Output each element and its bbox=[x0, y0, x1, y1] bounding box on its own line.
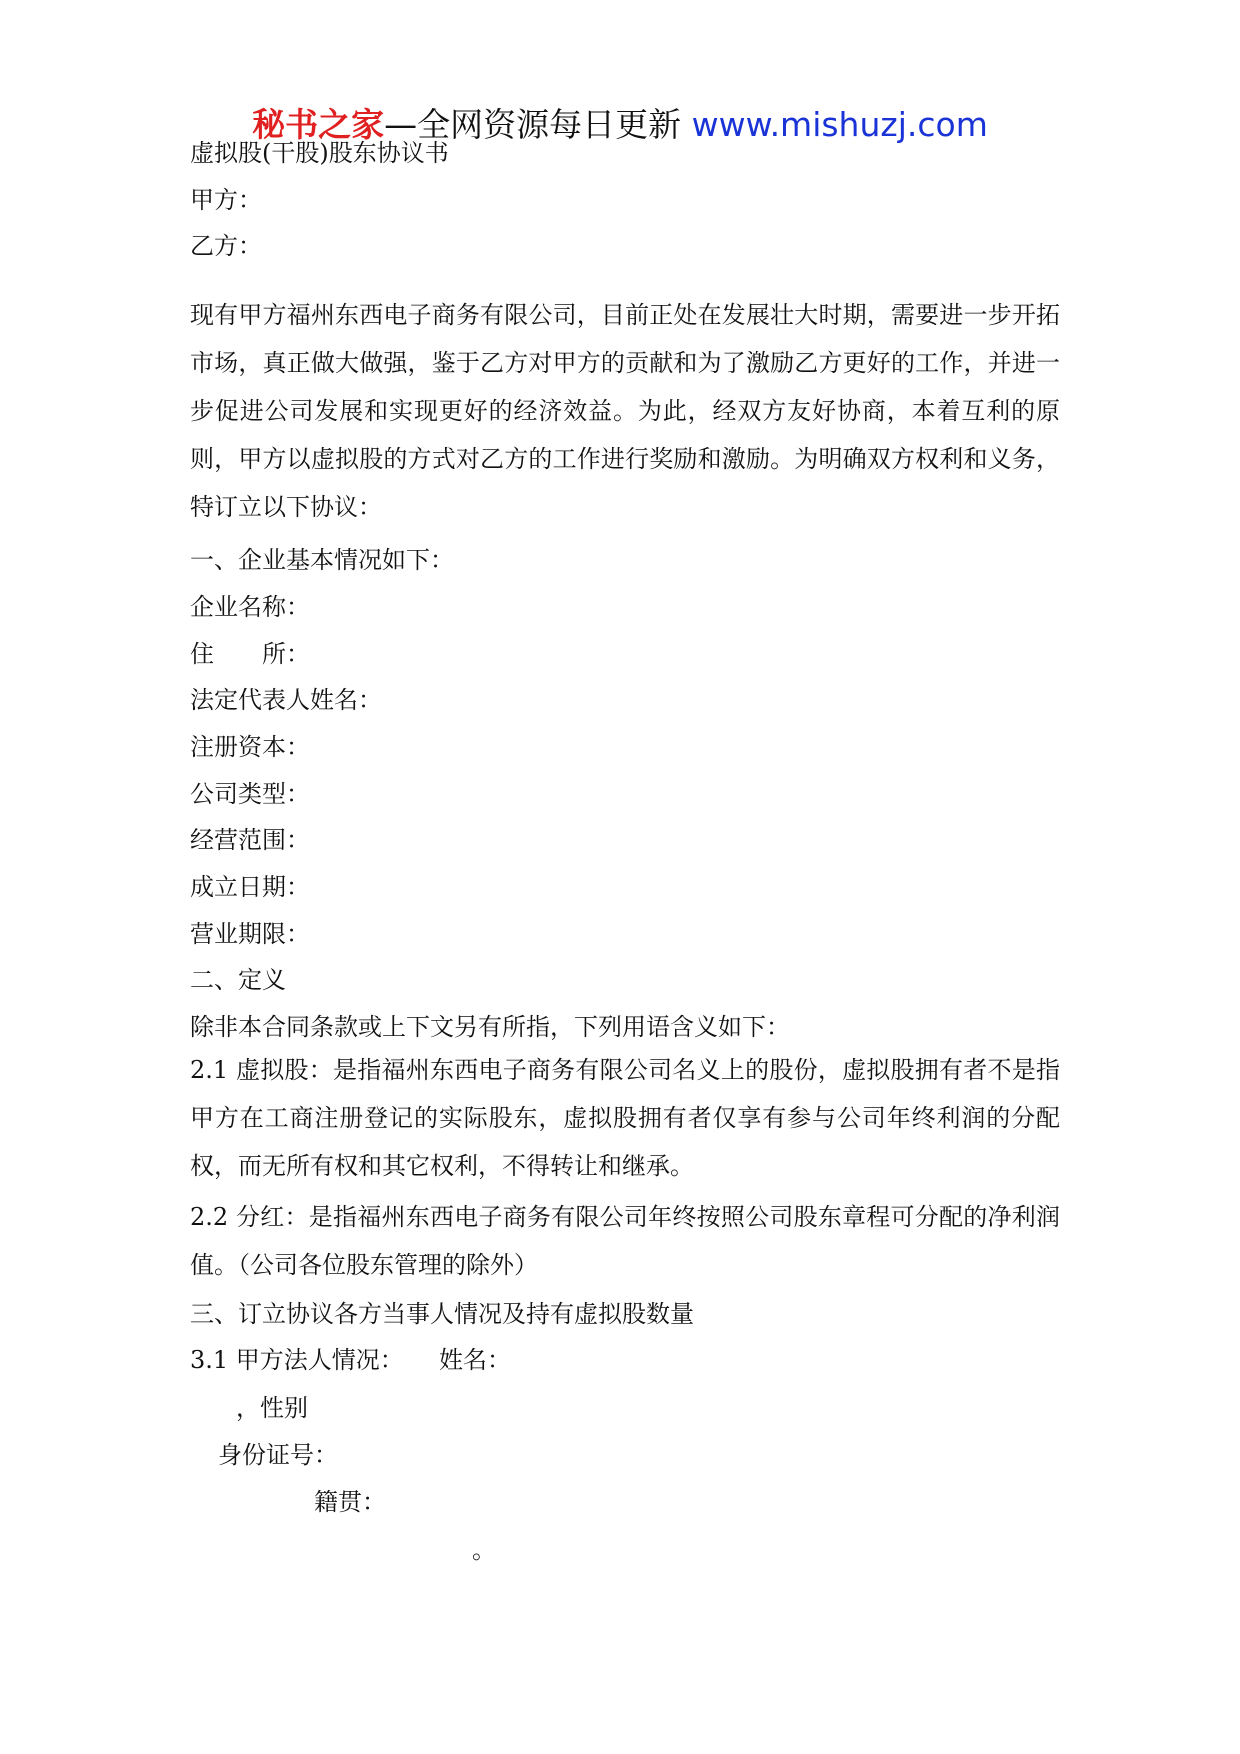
field-registered-capital: 注册资本： bbox=[190, 733, 310, 761]
section-1-heading: 一、企业基本情况如下： bbox=[190, 546, 454, 574]
field-address: 住 所： bbox=[190, 640, 310, 668]
party-b-label: 乙方： bbox=[190, 232, 262, 260]
site-header bbox=[0, 100, 1240, 150]
party-a-legal-label: 3.1 甲方法人情况： bbox=[190, 1346, 404, 1374]
site-url-link[interactable]: www.mishuzj.com bbox=[691, 105, 988, 144]
site-slogan: —全网资源每日更新 bbox=[384, 105, 682, 144]
document-title: 虚拟股(干股)股东协议书 bbox=[190, 139, 449, 167]
definition-2-2: 2.2 分红：是指福州东西电子商务有限公司年终按照公司股东章程可分配的净利润值。（公司各位股东管理的除外） bbox=[190, 1203, 1060, 1279]
definition-2-1: 2.1 虚拟股：是指福州东西电子商务有限公司名义上的股份，虚拟股拥有者不是指甲方在工商注册登记的实际股东，虚拟股拥有者仅享有参与公司年终利润的分配权，而无所有权和其它权利，不得转让和继承。 bbox=[190, 1056, 1060, 1180]
section-2-heading: 二、定义 bbox=[190, 966, 286, 994]
field-business-term: 营业期限： bbox=[190, 920, 310, 948]
native-place-label: 籍贯： bbox=[314, 1488, 386, 1516]
field-company-type: 公司类型： bbox=[190, 780, 310, 808]
name-label: 姓名： bbox=[439, 1346, 511, 1374]
field-company-name: 企业名称： bbox=[190, 593, 310, 621]
site-brand: 秘书之家 bbox=[252, 105, 385, 144]
field-business-scope: 经营范围： bbox=[190, 826, 310, 854]
definitions-lead: 除非本合同条款或上下文另有所指，下列用语含义如下： bbox=[190, 1013, 790, 1041]
section-3-heading: 三、订立协议各方当事人情况及持有虚拟股数量 bbox=[190, 1300, 694, 1328]
id-number-label: 身份证号： bbox=[218, 1441, 338, 1469]
intro-paragraph: 现有甲方福州东西电子商务有限公司，目前正处在发展壮大时期，需要进一步开拓市场，真正做大做强，鉴于乙方对甲方的贡献和为了激励乙方更好的工作，并进一步促进公司发展和实现更好的经济效益。为此，经双方友好协商，本着互利的原则，甲方以虚拟股的方式对乙方的工作进行奖励和激励。为明确双方权利和义务，特订立以下协议： bbox=[190, 301, 1060, 521]
party-a-label: 甲方： bbox=[190, 186, 262, 214]
field-founded-date: 成立日期： bbox=[190, 873, 310, 901]
field-legal-representative: 法定代表人姓名： bbox=[190, 686, 382, 714]
gender-label: ，性别 bbox=[236, 1394, 308, 1422]
end-mark: 。 bbox=[472, 1536, 496, 1564]
